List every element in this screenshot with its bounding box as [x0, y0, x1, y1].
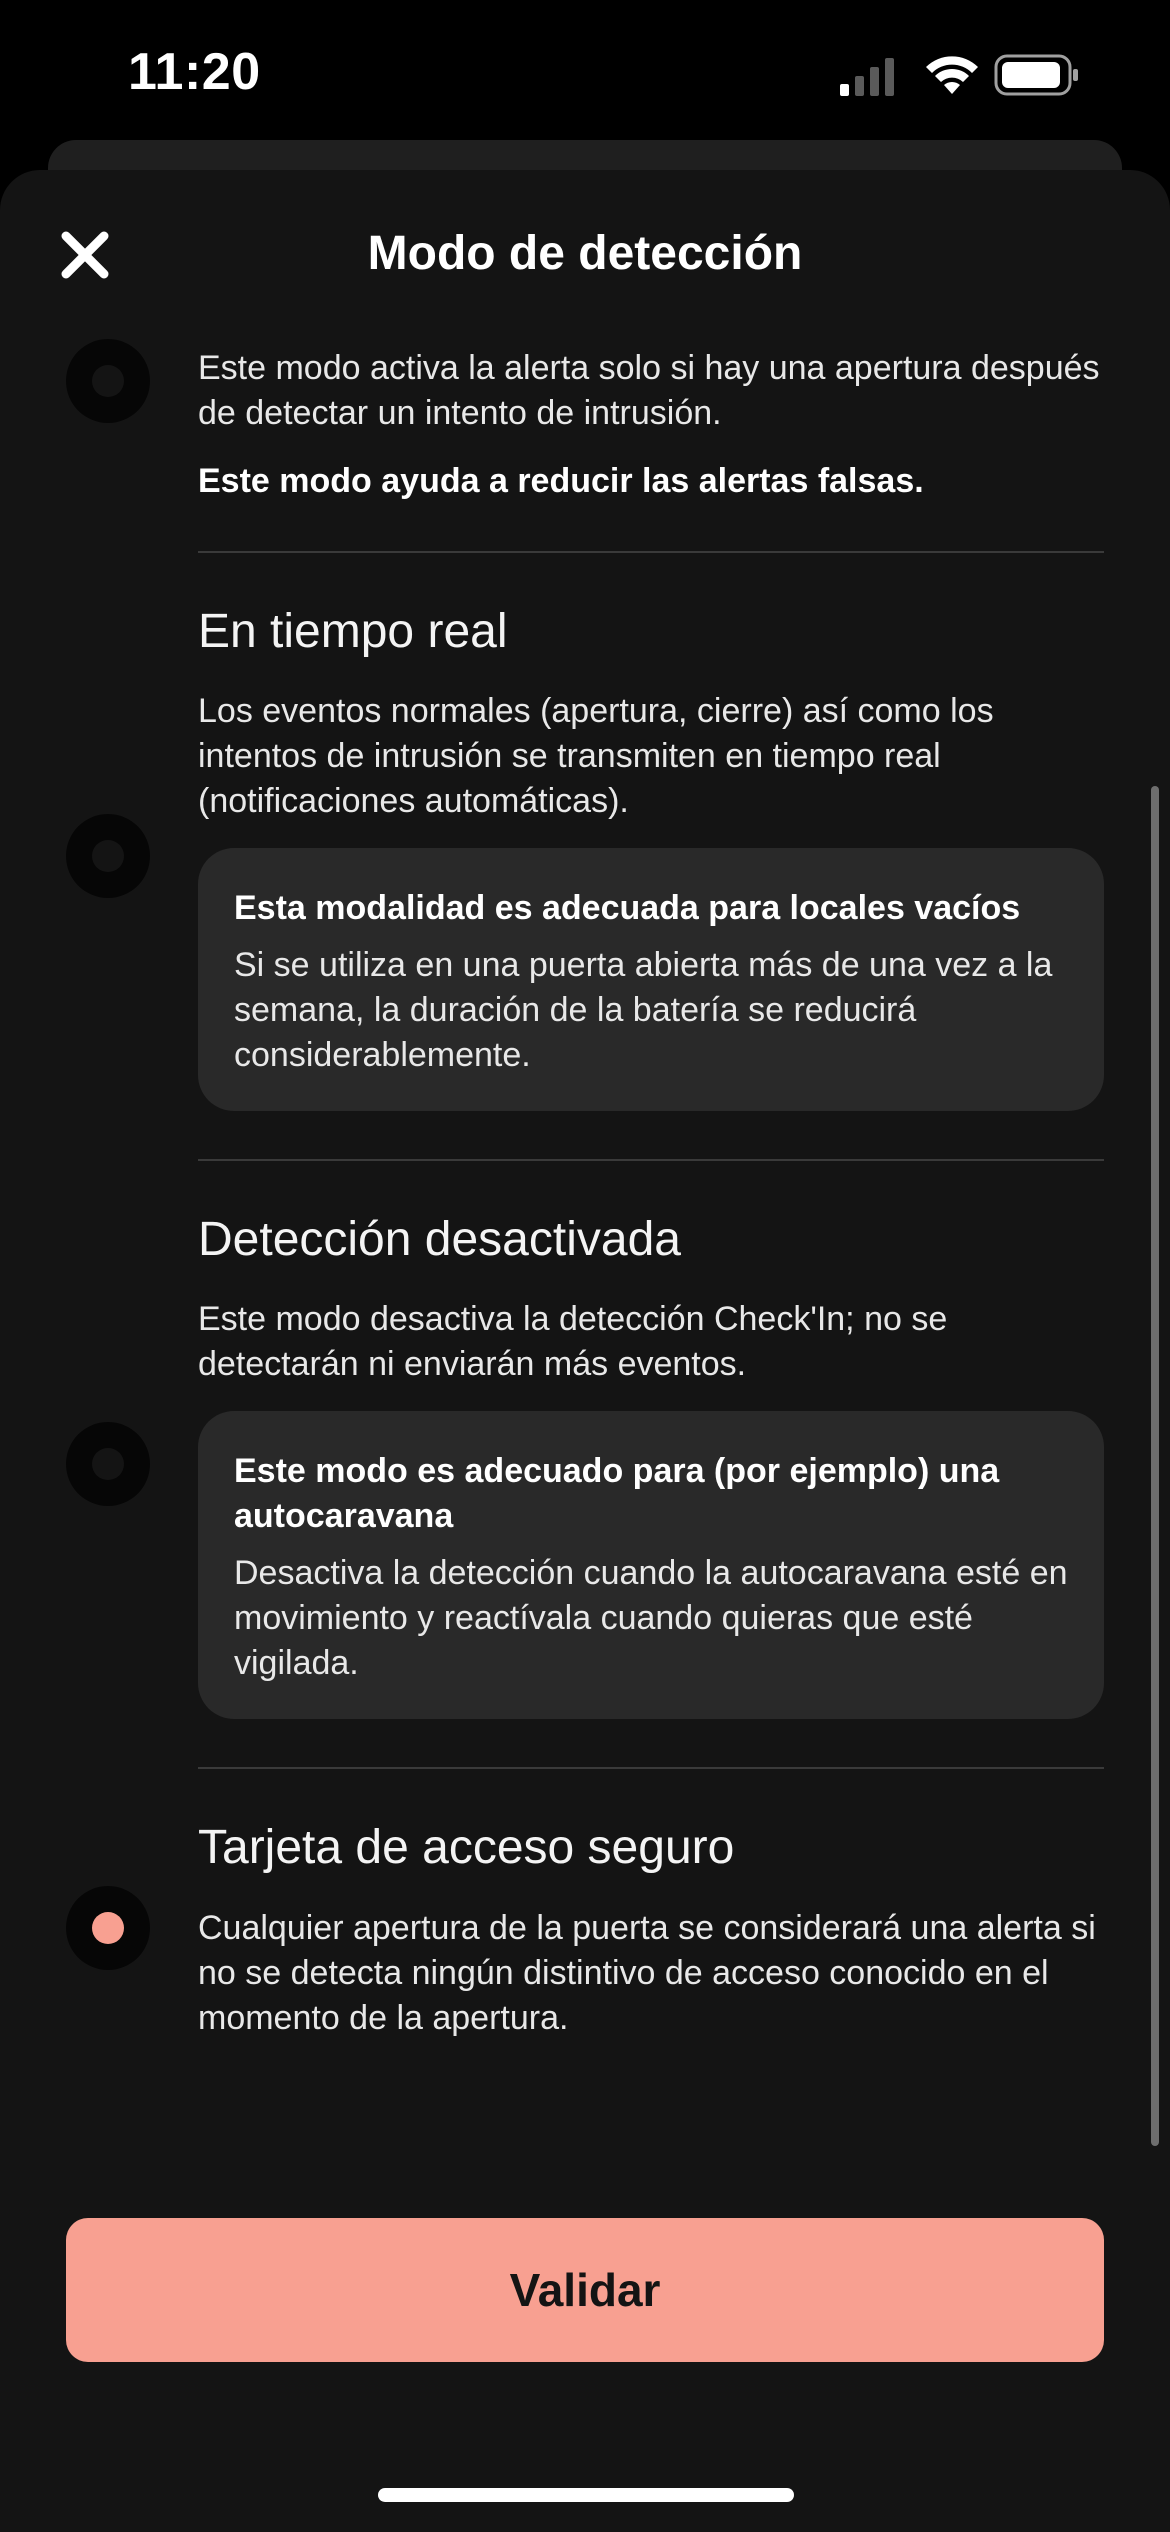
- option-realtime-title: En tiempo real: [198, 605, 508, 658]
- divider: [198, 1159, 1104, 1161]
- option-disabled-description: Este modo desactiva la detección Check'In; no se detectarán ni enviarán más eventos.: [198, 1300, 948, 1383]
- cellular-signal-icon: [840, 56, 896, 96]
- option-disabled-title: Detección desactivada: [198, 1213, 681, 1266]
- info-card-body: Si se utiliza en una puerta abierta más de una vez a la semana, la duración de la batería se reducirá considerablemente.: [234, 946, 1053, 1074]
- option-secure-access-description: Cualquier apertura de la puerta se considerará una alerta si no se detecta ningún distintivo de acceso conocido en el momento de la apertura.: [198, 1909, 1096, 2037]
- radio-option-intrusion[interactable]: [66, 339, 150, 423]
- validate-button[interactable]: Validar: [66, 2218, 1104, 2362]
- info-card-realtime: [198, 848, 1104, 1111]
- info-card-body: Desactiva la detección cuando la autocaravana esté en movimiento y reactívala cuando quieras que esté vigilada.: [234, 1554, 1068, 1682]
- option-intrusion-description: Este modo activa la alerta solo si hay una apertura después de detectar un intento de intrusión.: [198, 349, 1100, 432]
- radio-option-secure-access[interactable]: [66, 1886, 150, 1970]
- option-secure-access-title: Tarjeta de acceso seguro: [198, 1821, 735, 1874]
- divider: [198, 1767, 1104, 1769]
- status-time: 11:20: [128, 43, 261, 101]
- battery-icon: [994, 54, 1080, 98]
- home-indicator[interactable]: [378, 2488, 794, 2502]
- divider: [198, 551, 1104, 553]
- status-bar: [0, 0, 1170, 140]
- sheet-title: Modo de detección: [367, 227, 803, 280]
- wifi-icon: [924, 54, 980, 96]
- radio-option-realtime[interactable]: [66, 814, 150, 898]
- option-intrusion-note: Este modo ayuda a reducir las alertas falsas.: [198, 462, 924, 500]
- radio-option-disabled[interactable]: [66, 1422, 150, 1506]
- info-card-title: Este modo es adecuado para (por ejemplo) una autocaravana: [234, 1452, 1000, 1535]
- scrollbar[interactable]: [1151, 786, 1159, 2146]
- info-card-title: Esta modalidad es adecuada para locales vacíos: [234, 889, 1021, 927]
- info-card-disabled: [198, 1411, 1104, 1719]
- option-realtime-description: Los eventos normales (apertura, cierre) así como los intentos de intrusión se transmiten en tiempo real (notificaciones automáticas).: [198, 692, 994, 820]
